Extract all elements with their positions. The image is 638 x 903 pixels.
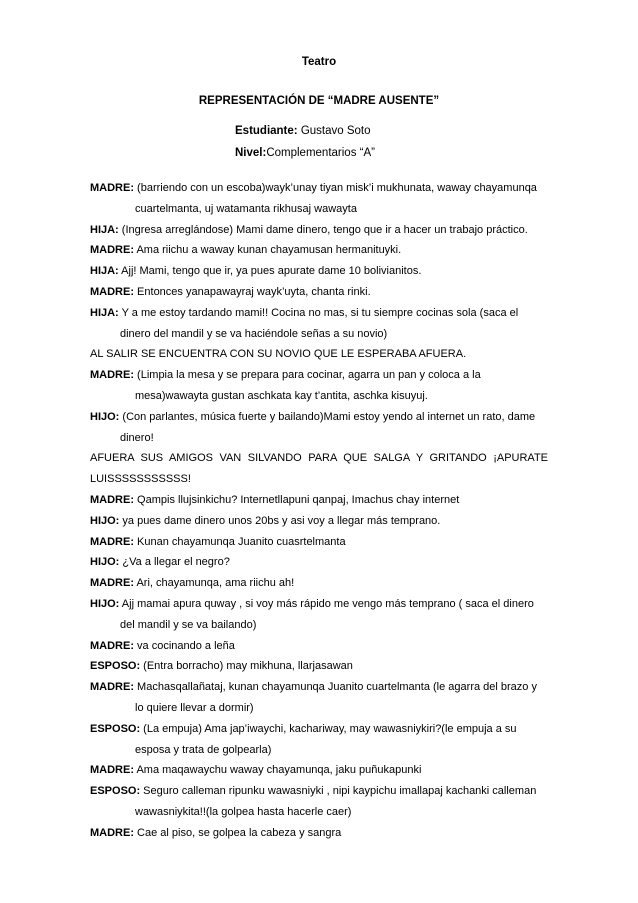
dialogue-line bbox=[90, 407, 548, 449]
dialogue-text: Y a me estoy tardando mami!! Cocina no mas, si tu siempre cocinas sola (saca el dinero del mandil y se va haciéndole señas a su novio) bbox=[118, 306, 519, 340]
dialogue-text: (Con parlantes, música fuerte y bailando)Mami estoy yendo al internet un rato, dame dinero! bbox=[119, 410, 536, 444]
dialogue-text: Entonces yanapawayraj wayk’uyta, chanta rinki. bbox=[134, 285, 371, 298]
dialogue-text: ¿Va a llegar el negro? bbox=[119, 556, 230, 569]
speaker-label: ESPOSO: bbox=[90, 722, 141, 735]
stage-direction bbox=[90, 344, 548, 365]
student-label: Estudiante: bbox=[235, 125, 298, 137]
speaker-label: HIJO: bbox=[90, 556, 120, 569]
level-value: Complementarios “A” bbox=[266, 147, 375, 159]
student-line bbox=[235, 125, 535, 137]
dialogue-text: (Limpia la mesa y se prepara para cocinar, agarra un pan y coloca a la mesa)wawayta gustan aschkata kay t’antita, aschka kisuyuj. bbox=[134, 369, 481, 402]
dialogue-line bbox=[90, 282, 548, 303]
speaker-label: ESPOSO: bbox=[90, 660, 141, 673]
speaker-label: HIJO: bbox=[90, 410, 120, 423]
dialogue-line bbox=[90, 656, 548, 677]
dialogue-line bbox=[90, 490, 548, 511]
dialogue-line bbox=[90, 220, 548, 241]
dialogue-line bbox=[90, 365, 548, 407]
dialogue-text: (La empuja) Ama jap’iwaychi, kachariway, may wawasniykiri?(le empuja a su esposa y trata de golpearla) bbox=[135, 722, 517, 756]
dialogue-line bbox=[90, 261, 548, 282]
speaker-label: MADRE: bbox=[90, 182, 134, 194]
speaker-label: MADRE: bbox=[90, 493, 134, 506]
dialogue-text: (Entra borracho) may mikhuna, llarjasawan bbox=[140, 660, 353, 673]
dialogue-text: Cae al piso, se golpea la cabeza y sangra bbox=[134, 826, 342, 839]
dialogue-text: Ama maqawaychu waway chayamunqa, jaku puñukapunki bbox=[134, 764, 422, 777]
speaker-label: HIJA: bbox=[90, 223, 119, 236]
dialogue-text: va cocinando a leña bbox=[134, 639, 235, 652]
dialogue-line bbox=[90, 636, 548, 657]
dialogue-text: Machasqallañataj, kunan chayamunqa Juanito cuartelmanta (le agarra del brazo y lo quiere llevar a dormir) bbox=[134, 681, 537, 714]
speaker-label: MADRE: bbox=[90, 639, 134, 652]
dialogue-line bbox=[90, 719, 548, 761]
dialogue-line bbox=[90, 823, 548, 844]
dialogue-text: Qampis llujsinkichu? Internetllapuni qanpaj, Imachus chay internet bbox=[134, 493, 460, 506]
dialogue-line bbox=[90, 511, 548, 532]
speaker-label: MADRE: bbox=[90, 681, 134, 694]
speaker-label: HIJO: bbox=[90, 597, 120, 610]
dialogue-line bbox=[90, 552, 548, 573]
dialogue-line bbox=[90, 303, 548, 345]
dialogue-text: AFUERA SUS AMIGOS VAN SILVANDO PARA QUE SALGA Y GRITANDO ¡APURATE LUISSSSSSSSSSS! bbox=[90, 452, 548, 486]
speaker-label: MADRE: bbox=[90, 764, 134, 777]
level-label: Nivel: bbox=[235, 147, 267, 159]
dialogue-text: Ama riichu a waway kunan chayamusan hermanituyki. bbox=[134, 244, 402, 257]
script-body bbox=[90, 178, 548, 844]
level-line bbox=[235, 147, 535, 159]
dialogue-line bbox=[90, 573, 548, 594]
speaker-label: MADRE: bbox=[90, 577, 134, 590]
dialogue-text: AL SALIR SE ENCUENTRA CON SU NOVIO QUE LE ESPERABA AFUERA. bbox=[90, 348, 467, 361]
speaker-label: HIJA: bbox=[90, 306, 119, 319]
speaker-label: ESPOSO: bbox=[90, 785, 141, 798]
document-subtitle: REPRESENTACIÓN DE “MADRE AUSENTE” bbox=[198, 95, 440, 107]
dialogue-line bbox=[90, 677, 548, 719]
speaker-label: HIJO: bbox=[90, 514, 120, 527]
dialogue-text: ya pues dame dinero unos 20bs y asi voy a llegar más temprano. bbox=[119, 514, 441, 527]
dialogue-text: Ari, chayamunqa, ama riichu ah! bbox=[134, 577, 295, 590]
dialogue-text: Ajj! Mami, tengo que ir, ya pues apurate dame 10 bolivianitos. bbox=[118, 265, 422, 278]
dialogue-text: (Ingresa arreglándose) Mami dame dinero, tengo que ir a hacer un trabajo práctico. bbox=[118, 223, 528, 236]
speaker-label: MADRE: bbox=[90, 826, 134, 839]
dialogue-line bbox=[90, 240, 548, 261]
dialogue-text: Seguro calleman ripunku wawasniyki , nipi kaypichu imallapaj kachanki calleman wawasniykita!!(la golpea hasta hacerle caer) bbox=[135, 785, 537, 818]
dialogue-text: (barriendo con un escoba)wayk’unay tiyan misk’i mukhunata, waway chayamunqa cuartelmanta, uj watamanta rikhusaj wawayta bbox=[134, 182, 537, 215]
document-title: Teatro bbox=[301, 56, 337, 68]
dialogue-line bbox=[90, 760, 548, 781]
speaker-label: MADRE: bbox=[90, 369, 134, 382]
speaker-label: MADRE: bbox=[90, 244, 134, 257]
dialogue-text: Ajj mamai apura quway , si voy más rápido me vengo más temprano ( saca el dinero del mandil y se va bailando) bbox=[119, 597, 534, 631]
dialogue-line bbox=[90, 594, 548, 636]
student-name: Gustavo Soto bbox=[297, 125, 371, 137]
dialogue-line bbox=[90, 781, 548, 823]
dialogue-text: Kunan chayamunqa Juanito cuasrtelmanta bbox=[134, 535, 346, 548]
speaker-label: HIJA: bbox=[90, 265, 119, 278]
speaker-label: MADRE: bbox=[90, 285, 134, 298]
dialogue-line bbox=[90, 532, 548, 553]
dialogue-line bbox=[90, 178, 548, 220]
stage-direction bbox=[90, 448, 548, 490]
speaker-label: MADRE: bbox=[90, 535, 134, 548]
